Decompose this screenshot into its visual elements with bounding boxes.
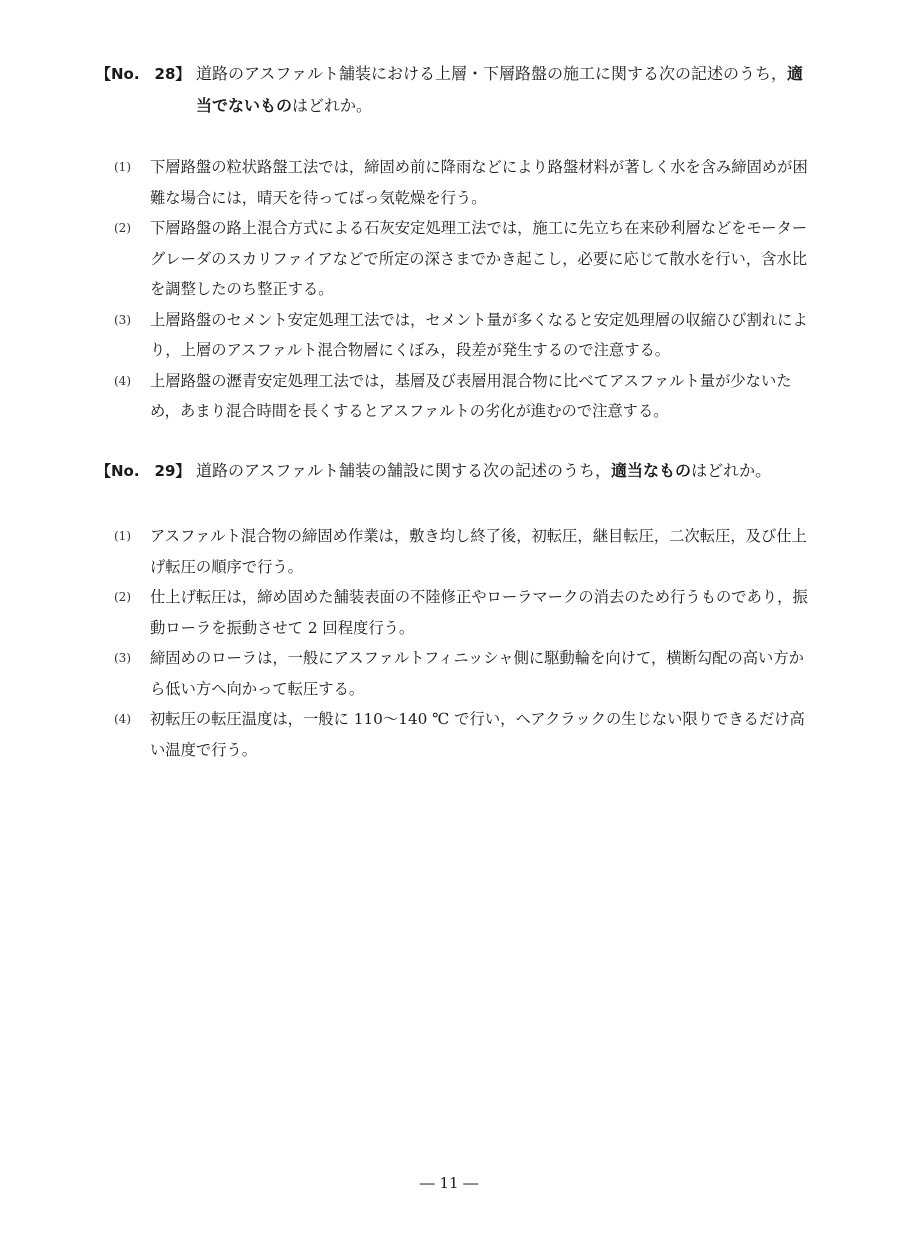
question-28	[96, 58, 808, 427]
question-29	[96, 455, 808, 765]
question-stem	[196, 58, 808, 122]
option-text: 上層路盤のセメント安定処理工法では，セメント量が多くなると安定処理層の収縮ひび割れにより，上層のアスファルト混合物層にくぼみ，段差が発生するので注意する。	[150, 310, 808, 359]
page-number: ― 11 ―	[419, 1174, 479, 1192]
option-number: (2)	[114, 590, 131, 604]
option-text: 仕上げ転圧は，締め固めた舗装表面の不陸修正やローラマークの消去のため行うものであり，振動ローラを振動させて 2 回程度行う。	[150, 588, 808, 637]
option-text: 締固めのローラは，一般にアスファルトフィニッシャ側に駆動輪を向けて，横断勾配の高い方から低い方へ向かって転圧する。	[150, 649, 804, 698]
option-number: (2)	[114, 221, 131, 235]
stem-text: 道路のアスファルト舗装の舗設に関する次の記述のうち，	[196, 461, 612, 480]
question-number: 【No. 29】	[96, 462, 191, 480]
option-list	[96, 152, 808, 427]
option-text: 上層路盤の瀝青安定処理工法では，基層及び表層用混合物に比べてアスファルト量が少ないため，あまり混合時間を長くするとアスファルトの劣化が進むので注意する。	[150, 371, 792, 420]
option-4	[96, 366, 808, 427]
question-stem	[196, 455, 808, 487]
option-text: 初転圧の転圧温度は，一般に 110～140 ℃ で行い，ヘアクラックの生じない限りできるだけ高い温度で行う。	[150, 710, 805, 759]
stem-emphasis: 適当なもの	[611, 461, 692, 480]
option-2	[96, 213, 808, 305]
option-text: アスファルト混合物の締固め作業は，敷き均し終了後，初転圧，継目転圧，二次転圧，及び仕上げ転圧の順序で行う。	[150, 527, 807, 576]
option-number: (4)	[114, 373, 131, 388]
stem-text-end: はどれか。	[292, 96, 373, 115]
option-3	[96, 643, 808, 704]
stem-emphasis: 適当でないもの	[196, 64, 804, 115]
option-text: 下層路盤の粒状路盤工法では，締固め前に降雨などにより路盤材料が著しく水を含み締固めが困難な場合には，晴天を待ってばっ気乾燥を行う。	[150, 158, 808, 207]
option-number: (3)	[114, 651, 131, 665]
option-2	[96, 582, 808, 643]
option-list	[96, 521, 808, 765]
option-1	[96, 521, 808, 582]
stem-text: 道路のアスファルト舗装における上層・下層路盤の施工に関する次の記述のうち，	[196, 64, 788, 83]
option-number: (1)	[114, 529, 131, 543]
question-header	[96, 455, 808, 487]
option-4	[96, 704, 808, 765]
option-number: (1)	[114, 160, 131, 174]
option-text: 下層路盤の路上混合方式による石灰安定処理工法では，施工に先立ち在来砂利層などをモーターグレーダのスカリファイアなどで所定の深さまでかき起こし，必要に応じて散水を行い，含水比を調整したのち整正する。	[150, 219, 808, 298]
question-header	[96, 58, 808, 122]
option-3	[96, 305, 808, 366]
question-number: 【No. 28】	[96, 65, 191, 83]
stem-text-end: はどれか。	[691, 461, 772, 480]
option-number: (4)	[114, 712, 131, 726]
option-number: (3)	[114, 312, 131, 327]
option-1	[96, 152, 808, 213]
